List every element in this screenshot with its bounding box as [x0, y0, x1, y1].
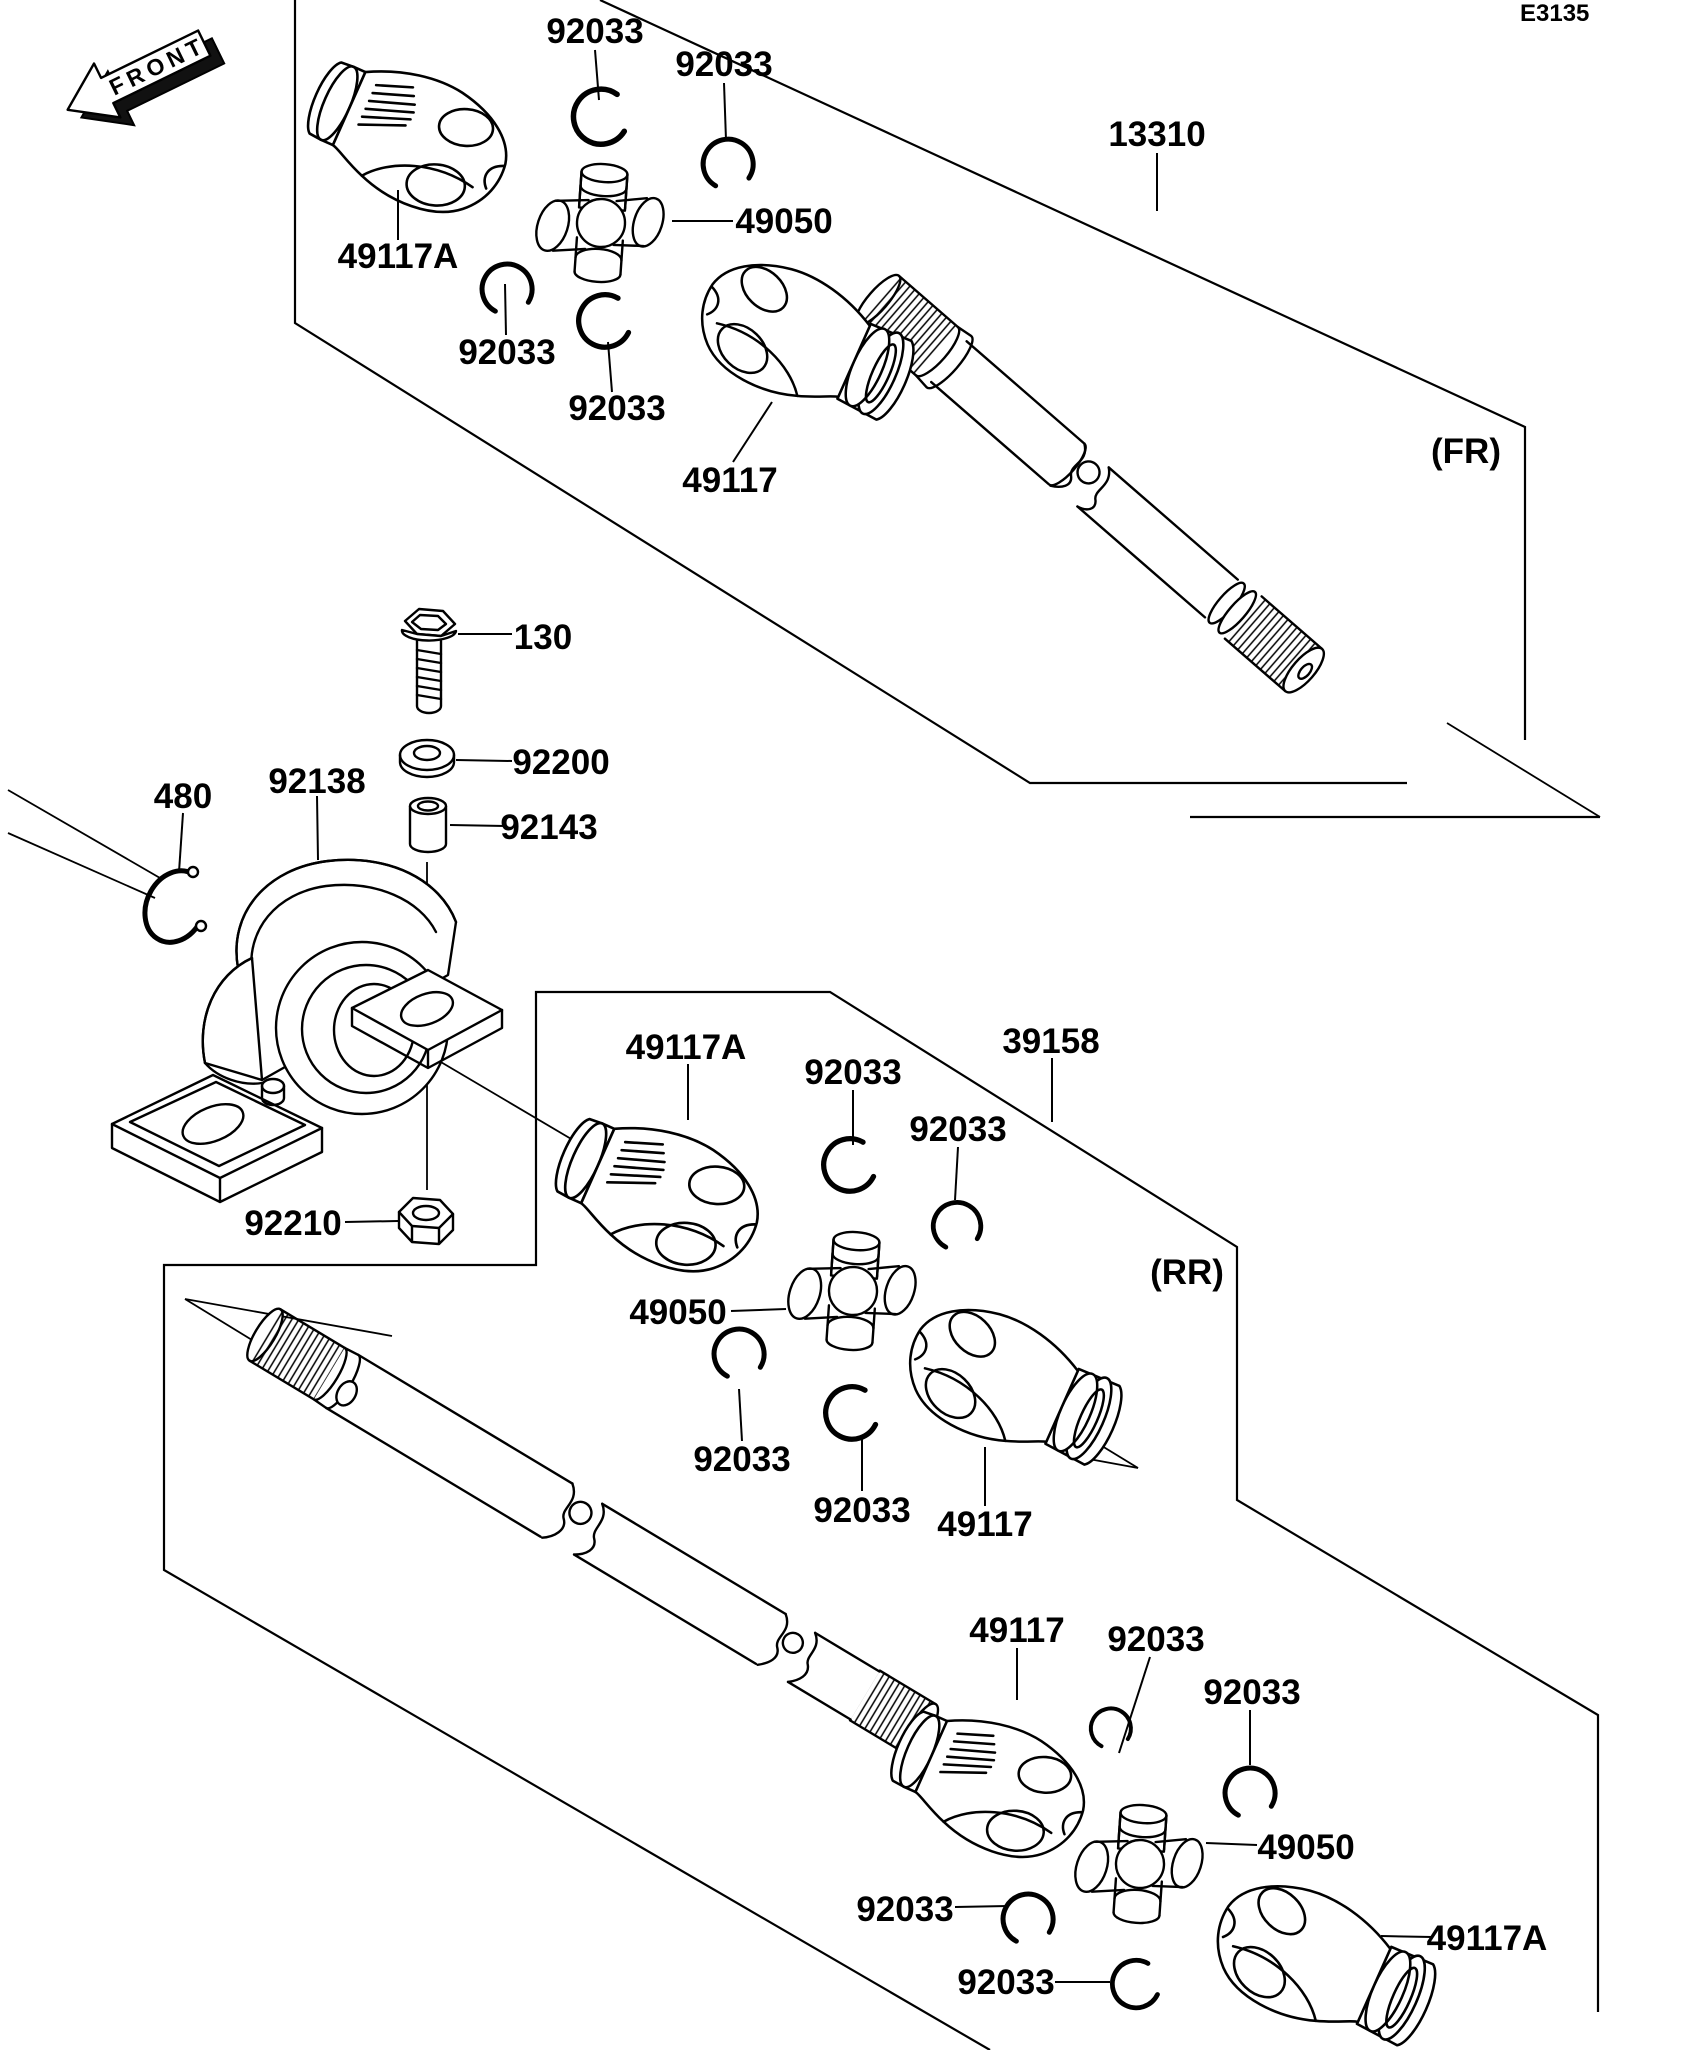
part-label-92033: 92033 [1107, 1620, 1205, 1659]
circlip-92033 [999, 1890, 1056, 1943]
assembly-pointer-line [8, 790, 160, 878]
part-label-39158: 39158 [1002, 1022, 1100, 1061]
part-label-49050: 49050 [629, 1293, 727, 1332]
label-leader [179, 813, 183, 872]
part-label-49117: 49117 [969, 1611, 1065, 1650]
label-leader [608, 342, 612, 392]
front-arrow-label: FRONT [105, 31, 211, 101]
rear-propeller-shaft-39158 [240, 1303, 945, 1760]
part-label-92143: 92143 [500, 808, 598, 847]
circlip-92033 [821, 1383, 878, 1444]
circlip-92033 [930, 1199, 984, 1249]
label-leader [739, 1389, 742, 1441]
circlip-92033 [1221, 1764, 1278, 1817]
part-label-92033: 92033 [458, 333, 556, 372]
part-label-92138: 92138 [268, 762, 366, 801]
part-label-92033: 92033 [909, 1110, 1007, 1149]
part-label-13310: 13310 [1108, 115, 1206, 154]
label-leader [505, 284, 506, 335]
assembly-pointer-line [8, 833, 155, 898]
part-label-92033: 92033 [957, 1963, 1055, 2002]
label-leader [733, 402, 772, 462]
doc-code: E3135 [1520, 0, 1590, 27]
label-leader [450, 825, 505, 826]
center-bearing-hardware [112, 609, 502, 1244]
yoke-49117-front [681, 241, 929, 441]
label-leader [1206, 1843, 1257, 1845]
spider-49050-rear [1067, 1800, 1210, 1927]
part-label-49050: 49050 [1257, 1828, 1355, 1867]
part-label-92033: 92033 [568, 389, 666, 428]
part-label-49117A: 49117A [337, 237, 459, 276]
part-label-92033: 92033 [1203, 1673, 1301, 1712]
part-label-92033: 92033 [813, 1491, 911, 1530]
middle-ujoint-group [538, 1094, 1138, 1486]
spider-49050-front [528, 159, 671, 286]
assembly-pointer-line [1447, 723, 1600, 817]
part-label-49117A: 49117A [1426, 1919, 1548, 1958]
part-label-RR: (RR) [1150, 1253, 1224, 1292]
label-leader [1381, 1936, 1432, 1937]
part-label-49117: 49117 [937, 1505, 1033, 1544]
label-leader [955, 1906, 1008, 1907]
snap-ring-480 [145, 867, 206, 942]
part-label-92033: 92033 [804, 1053, 902, 1092]
yoke-49117A-front [290, 38, 526, 235]
circlip-92033 [1108, 1957, 1159, 2012]
circlip-92033 [574, 291, 631, 352]
circlip-92033 [478, 260, 535, 313]
part-label-49117A: 49117A [625, 1028, 747, 1067]
circlip-92033 [710, 1325, 767, 1378]
washer-92200 [400, 740, 454, 777]
label-leader [955, 1147, 958, 1200]
part-label-92033: 92033 [546, 12, 644, 51]
part-label-480: 480 [153, 777, 213, 816]
yoke-49117-middle [889, 1286, 1137, 1486]
bearing-housing-92138 [112, 860, 502, 1202]
part-label-92033: 92033 [675, 45, 773, 84]
bolt-130 [402, 609, 456, 713]
front-arrow [54, 12, 231, 148]
label-leader [345, 1221, 398, 1222]
part-label-49117: 49117 [682, 461, 778, 500]
part-label-92210: 92210 [244, 1204, 342, 1243]
circlip-92033 [700, 136, 756, 187]
circlip-92033 [1088, 1705, 1134, 1747]
part-label-92033: 92033 [856, 1890, 954, 1929]
spider-49050-middle [780, 1227, 923, 1354]
yoke-49117A-middle [538, 1094, 778, 1295]
part-label-130: 130 [513, 618, 573, 657]
part-label-92033: 92033 [693, 1440, 791, 1479]
circlip-92033 [819, 1135, 876, 1196]
part-label-92200: 92200 [512, 743, 610, 782]
nut-92210 [399, 1198, 453, 1244]
yoke-49117A-rear [1196, 1861, 1451, 2050]
label-leader [724, 83, 726, 140]
label-leader [731, 1309, 786, 1311]
collar-92143 [410, 798, 446, 852]
label-leader [456, 760, 512, 761]
part-label-49050: 49050 [735, 202, 833, 241]
part-label-FR: (FR) [1431, 432, 1501, 471]
label-leader [317, 796, 318, 860]
label-leader [1119, 1657, 1150, 1753]
